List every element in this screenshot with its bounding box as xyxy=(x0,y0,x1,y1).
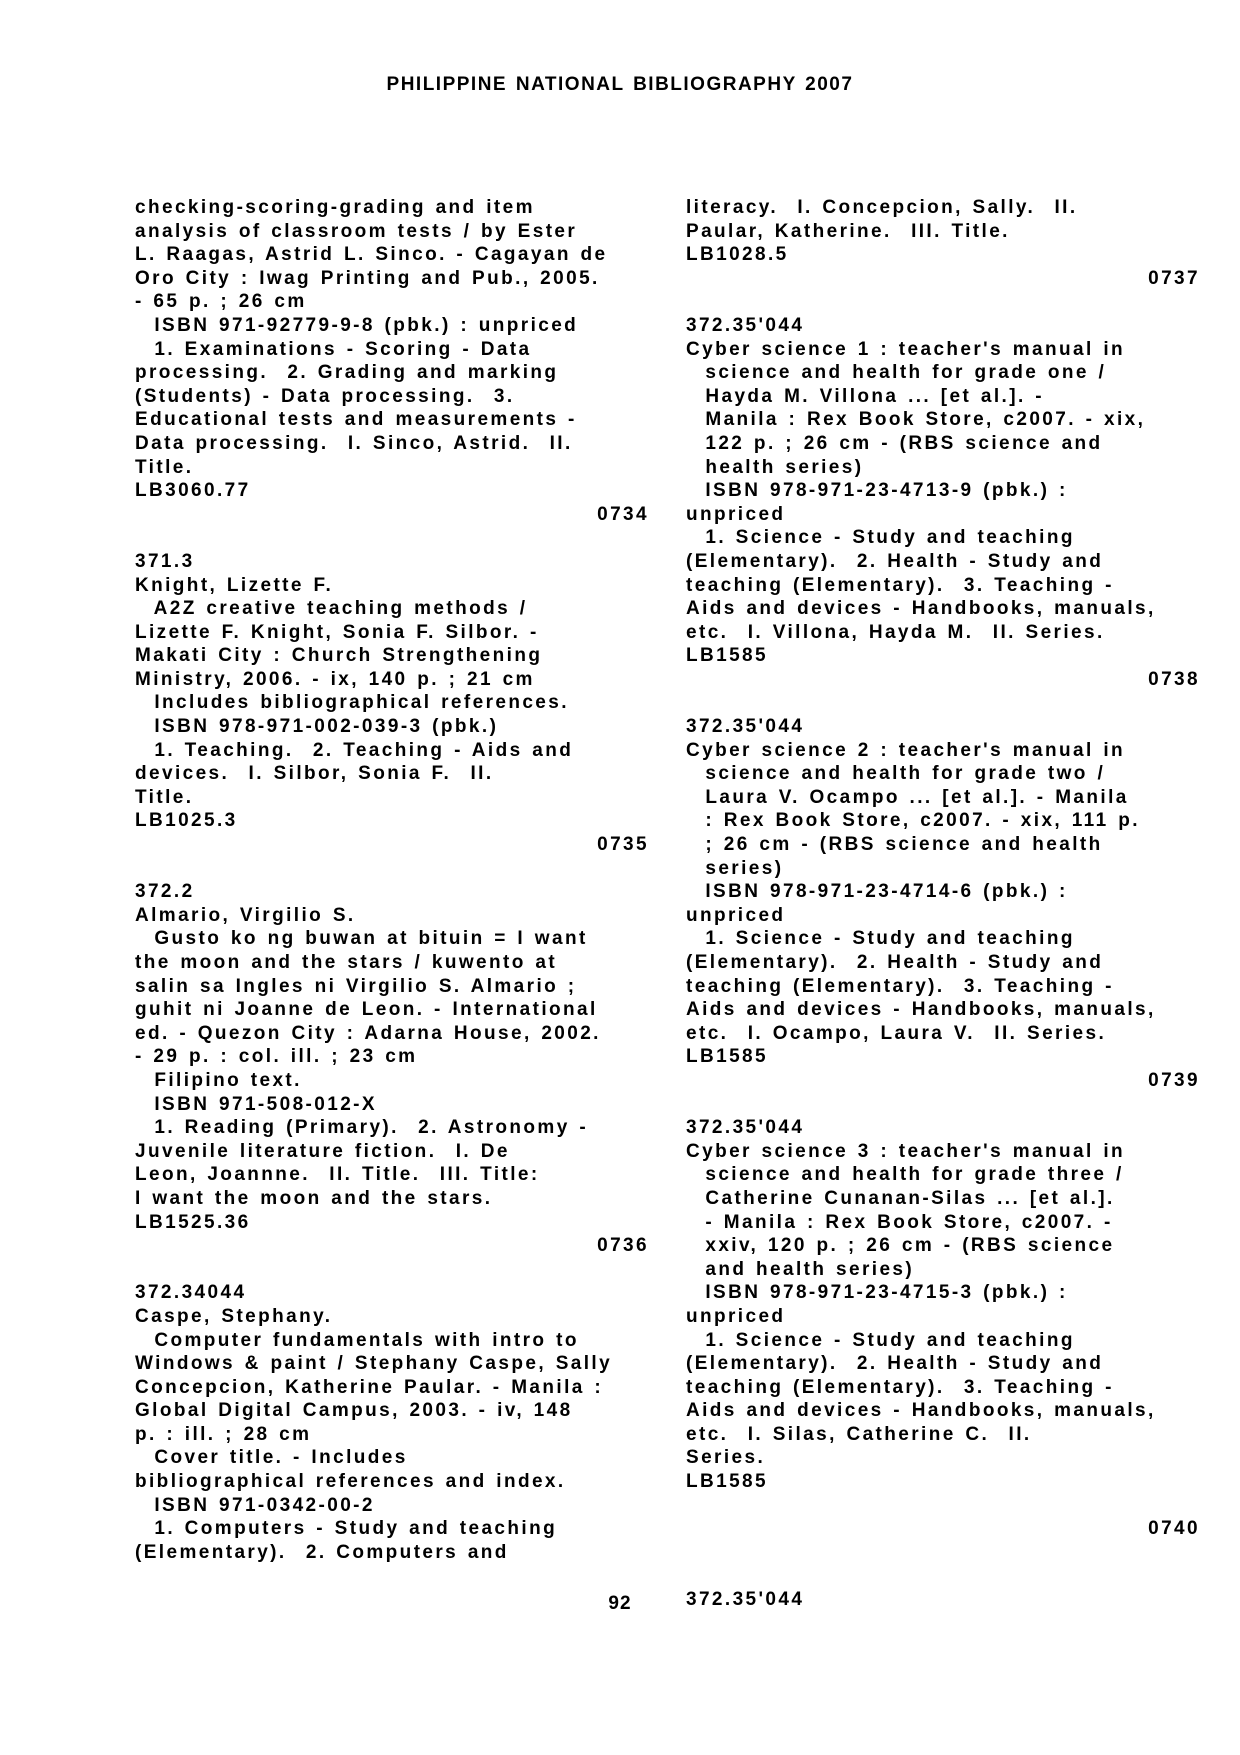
blank-line xyxy=(686,1564,1206,1588)
entry-line: unpriced xyxy=(686,503,786,525)
entry-line: Almario, Virgilio S. xyxy=(135,904,356,926)
entry-line: 122 p. ; 26 cm - (RBS science and xyxy=(686,432,1103,454)
entry-line: LB1525.36 xyxy=(135,1211,251,1233)
entry-line: (Elementary). 2. Health - Study and xyxy=(686,1353,1104,1375)
entry-line: etc. I. Silas, Catherine C. II. xyxy=(686,1423,1032,1445)
blank-line xyxy=(686,1541,1206,1565)
entry-number: 0739 xyxy=(1148,1069,1200,1091)
entry-line: Filipino text. xyxy=(135,1069,302,1091)
entry-line: etc. I. Ocampo, Laura V. II. Series. xyxy=(686,1022,1107,1044)
entry-line: unpriced xyxy=(686,1305,786,1327)
entry-line: Windows & paint / Stephany Caspe, Sally xyxy=(135,1353,613,1375)
entry-line: salin sa Ingles ni Virgilio S. Almario ; xyxy=(135,975,577,997)
entry-line: science and health for grade two / xyxy=(686,763,1106,785)
entry-line: Laura V. Ocampo ... [et al.]. - Manila xyxy=(686,786,1129,808)
entry-line: - 65 p. ; 26 cm xyxy=(135,291,307,313)
blank-line xyxy=(135,1258,655,1282)
entry-line: (Students) - Data processing. 3. xyxy=(135,385,515,407)
entry-line: : Rex Book Store, c2007. - xix, 111 p. xyxy=(686,810,1140,832)
entry-line: ISBN 971-0342-00-2 xyxy=(135,1494,375,1516)
entry-line: Caspe, Stephany. xyxy=(135,1305,333,1327)
entry-line: L. Raagas, Astrid L. Sinco. - Cagayan de xyxy=(135,244,608,266)
blank-line xyxy=(135,526,655,550)
entry-line: 372.2 xyxy=(135,881,195,903)
entry-line: Oro City : Iwag Printing and Pub., 2005. xyxy=(135,267,600,289)
entry-line: Cover title. - Includes xyxy=(135,1447,408,1469)
page-number: 92 xyxy=(608,1593,632,1614)
entry-line: 372.35'044 xyxy=(686,1589,805,1611)
entry-line: 1. Science - Study and teaching xyxy=(686,928,1075,950)
entry-line: - Manila : Rex Book Store, c2007. - xyxy=(686,1211,1113,1233)
entry-line: Ministry, 2006. - ix, 140 p. ; 21 cm xyxy=(135,668,535,690)
entry-line: devices. I. Silbor, Sonia F. II. xyxy=(135,763,494,785)
entry-number: 0737 xyxy=(1148,267,1200,289)
blank-line xyxy=(686,290,1206,314)
entry-line: xxiv, 120 p. ; 26 cm - (RBS science xyxy=(686,1235,1115,1257)
entry-number: 0734 xyxy=(597,503,649,525)
entry-line: the moon and the stars / kuwento at xyxy=(135,952,558,973)
entry-line: Paular, Katherine. III. Title. xyxy=(686,220,1010,242)
entry-line: Knight, Lizette F. xyxy=(135,574,334,596)
entry-number: 0738 xyxy=(1148,668,1200,690)
entry-line: Data processing. I. Sinco, Astrid. II. xyxy=(135,432,573,454)
entry-line: ISBN 978-971-23-4714-6 (pbk.) : xyxy=(686,881,1068,903)
entry-line: Concepcion, Katherine Paular. - Manila : xyxy=(135,1376,604,1398)
entry-line: ISBN 971-508-012-X xyxy=(135,1093,377,1115)
entry-line: unpriced xyxy=(686,904,786,926)
entry-line: Aids and devices - Handbooks, manuals, xyxy=(686,598,1156,620)
blank-line xyxy=(686,1093,1206,1117)
entry-line: Catherine Cunanan-Silas ... [et al.]. xyxy=(686,1187,1115,1209)
entry-line: LB1585 xyxy=(686,645,768,667)
entry-line: LB1028.5 xyxy=(686,244,789,266)
entry-line: LB1585 xyxy=(686,1471,768,1493)
entry-line: Leon, Joannne. II. Title. III. Title: xyxy=(135,1164,540,1186)
entry-line: Includes bibliographical references. xyxy=(135,692,569,714)
entry-line: series) xyxy=(686,857,784,879)
entry-line: A2Z creative teaching methods / xyxy=(135,598,528,620)
entry-line: Makati City : Church Strengthening xyxy=(135,645,543,667)
entry-line: 1. Science - Study and teaching xyxy=(686,1329,1075,1351)
entry-line: Aids and devices - Handbooks, manuals, xyxy=(686,999,1156,1021)
entry-line: LB1025.3 xyxy=(135,810,238,832)
entry-line: health series) xyxy=(686,456,864,478)
entry-line: ISBN 971-92779-9-8 (pbk.) : unpriced xyxy=(135,314,579,336)
entry-line: ed. - Quezon City : Adarna House, 2002. xyxy=(135,1022,601,1044)
entry-line: Cyber science 1 : teacher's manual in xyxy=(686,338,1126,360)
entry-line: Cyber science 2 : teacher's manual in xyxy=(686,739,1126,761)
entry-line: LB1585 xyxy=(686,1046,768,1068)
entry-line: ISBN 978-971-002-039-3 (pbk.) xyxy=(135,716,499,738)
page-header: PHILIPPINE NATIONAL BIBLIOGRAPHY 2007 xyxy=(386,74,854,95)
entry-line: Series. xyxy=(686,1447,766,1469)
entry-line: guhit ni Joanne de Leon. - International xyxy=(135,999,598,1021)
blank-line xyxy=(135,857,655,881)
entry-line: Juvenile literature fiction. I. De xyxy=(135,1140,510,1162)
entry-line: checking-scoring-grading and item xyxy=(135,197,535,218)
entry-line: teaching (Elementary). 3. Teaching - xyxy=(686,574,1114,596)
entry-line: analysis of classroom tests / by Ester xyxy=(135,220,578,242)
entry-line: etc. I. Villona, Hayda M. II. Series. xyxy=(686,621,1105,643)
entry-line: Title. xyxy=(135,786,194,808)
entry-line: 372.35'044 xyxy=(686,716,805,738)
entry-line: 372.35'044 xyxy=(686,1117,805,1139)
entry-line: teaching (Elementary). 3. Teaching - xyxy=(686,975,1114,997)
entry-line: (Elementary). 2. Computers and xyxy=(135,1541,509,1563)
entry-line: processing. 2. Grading and marking xyxy=(135,362,559,384)
left-column xyxy=(135,196,655,1564)
entry-line: Lizette F. Knight, Sonia F. Silbor. - xyxy=(135,621,539,643)
entry-line: Educational tests and measurements - xyxy=(135,409,577,431)
entry-line: Aids and devices - Handbooks, manuals, xyxy=(686,1400,1156,1422)
entry-line: 1. Reading (Primary). 2. Astronomy - xyxy=(135,1117,589,1139)
entry-line: Manila : Rex Book Store, c2007. - xix, xyxy=(686,409,1146,431)
entry-line: 1. Computers - Study and teaching xyxy=(135,1518,558,1540)
entry-line: literacy. I. Concepcion, Sally. II. xyxy=(686,197,1078,218)
entry-line: Hayda M. Villona ... [et al.]. - xyxy=(686,385,1045,407)
entry-line: LB3060.77 xyxy=(135,480,251,502)
entry-line: I want the moon and the stars. xyxy=(135,1187,493,1209)
entry-number: 0736 xyxy=(597,1235,649,1257)
entry-number: 0735 xyxy=(597,834,649,856)
blank-line xyxy=(686,691,1206,715)
entry-line: Computer fundamentals with intro to xyxy=(135,1329,579,1351)
entry-line: Gusto ko ng buwan at bituin = I want xyxy=(135,928,588,950)
entry-line: Global Digital Campus, 2003. - iv, 148 xyxy=(135,1400,573,1422)
entry-line: 1. Science - Study and teaching xyxy=(686,527,1075,549)
entry-line: - 29 p. : col. ill. ; 23 cm xyxy=(135,1046,418,1068)
entry-line: Cyber science 3 : teacher's manual in xyxy=(686,1140,1126,1162)
entry-line: and health series) xyxy=(686,1258,915,1280)
entry-line: bibliographical references and index. xyxy=(135,1471,566,1493)
entry-line: ISBN 978-971-23-4715-3 (pbk.) : xyxy=(686,1282,1068,1304)
entry-line: science and health for grade three / xyxy=(686,1164,1124,1186)
entry-line: 371.3 xyxy=(135,550,195,572)
entry-line: (Elementary). 2. Health - Study and xyxy=(686,952,1104,973)
entry-line: 1. Examinations - Scoring - Data xyxy=(135,338,532,360)
blank-line xyxy=(686,1494,1206,1518)
entry-line: ISBN 978-971-23-4713-9 (pbk.) : xyxy=(686,480,1068,502)
right-column xyxy=(686,196,1206,1612)
entry-line: 372.35'044 xyxy=(686,314,805,336)
entry-line: teaching (Elementary). 3. Teaching - xyxy=(686,1376,1114,1398)
entry-line: (Elementary). 2. Health - Study and xyxy=(686,550,1104,572)
entry-line: 1. Teaching. 2. Teaching - Aids and xyxy=(135,739,574,761)
entry-line: science and health for grade one / xyxy=(686,362,1107,384)
entry-line: 372.34044 xyxy=(135,1282,247,1304)
entry-line: ; 26 cm - (RBS science and health xyxy=(686,834,1103,856)
entry-line: Title. xyxy=(135,456,194,478)
entry-number: 0740 xyxy=(1148,1518,1200,1540)
entry-line: p. : ill. ; 28 cm xyxy=(135,1423,312,1445)
